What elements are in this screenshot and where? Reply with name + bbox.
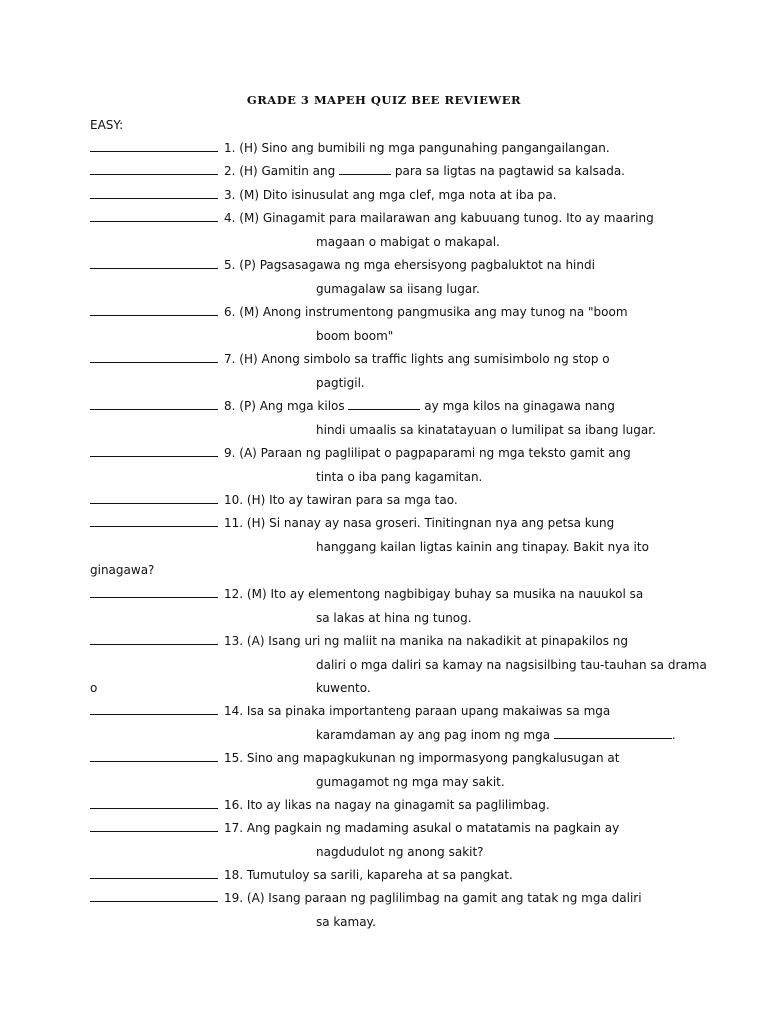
question-1 (90, 136, 690, 161)
question-continuation: karamdaman ay ang pag inom ng mga . (316, 727, 676, 742)
question-continuation: hanggang kailan ligtas kainin ang tinapay. Bakit nya ito (316, 539, 649, 554)
answer-blank[interactable] (90, 582, 218, 598)
answer-blank[interactable] (90, 746, 218, 762)
question-text: (M) Dito isinusulat ang mga clef, mga nota at iba pa. (239, 188, 557, 202)
question-text: (H) Si nanay ay nasa groseri. Tinitingnan nya ang petsa kung (246, 516, 615, 530)
question-overflow: ginagawa? (90, 563, 155, 577)
answer-blank[interactable] (90, 793, 218, 809)
inline-blank[interactable] (339, 162, 391, 175)
question-text: (A) Isang paraan ng paglilimbag na gamit ang tatak ng mga daliri (246, 891, 642, 905)
answer-blank[interactable] (90, 511, 218, 527)
question-text: (M) Ginagamit para mailarawan ang kabuuang tunog. Ito ay maaring (239, 211, 654, 225)
question-7 (90, 347, 690, 395)
question-17 (90, 816, 690, 864)
answer-blank[interactable] (90, 183, 218, 199)
question-number: 6. (224, 305, 236, 319)
question-continuation: daliri o mga daliri sa kamay na nagsisilbing tau-tauhan sa drama (316, 657, 707, 672)
question-6 (90, 300, 690, 348)
question-number: 9. (224, 446, 236, 460)
question-13 (90, 629, 707, 701)
answer-blank[interactable] (90, 394, 218, 410)
inline-blank[interactable] (348, 397, 420, 410)
question-19 (90, 886, 690, 934)
answer-blank[interactable] (90, 136, 218, 152)
question-number: 14. (224, 704, 244, 718)
question-number: 19. (224, 891, 244, 905)
question-text: (P) Ang mga kilos (239, 399, 345, 413)
question-continuation: hindi umaalis sa kinatatayuan o lumilipat sa ibang lugar. (316, 422, 656, 437)
question-text: (H) Anong simbolo sa traffic lights ang sumisimbolo ng stop o (239, 352, 610, 366)
question-text: ay mga kilos na ginagawa nang (424, 399, 615, 413)
question-text: Isa sa pinaka importanteng paraan upang makaiwas sa mga (246, 704, 611, 718)
question-text: (A) Paraan ng paglilipat o pagpaparami ng mga teksto gamit ang (239, 446, 631, 460)
question-16 (90, 793, 690, 818)
question-text: Ang pagkain ng madaming asukal o matatamis na pagkain ay (246, 821, 620, 835)
question-text: (H) Sino ang bumibili ng mga pangunahing pangangailangan. (239, 141, 610, 155)
question-continuation: magaan o mabigat o makapal. (316, 234, 500, 249)
question-continuation: nagdudulot ng anong sakit? (316, 844, 484, 859)
answer-blank[interactable] (90, 347, 218, 363)
question-text: (A) Isang uri ng maliit na manika na nakadikit at pinapakilos ng (246, 634, 629, 648)
question-text: (H) Gamitin ang (239, 164, 336, 178)
question-number: 2. (224, 164, 236, 178)
page-title: GRADE 3 MAPEH QUIZ BEE REVIEWER (246, 93, 522, 107)
question-4 (90, 206, 690, 254)
question-8 (90, 394, 690, 442)
question-15 (90, 746, 690, 794)
question-text: (H) Ito ay tawiran para sa mga tao. (246, 493, 458, 507)
answer-blank[interactable] (90, 863, 218, 879)
answer-blank[interactable] (90, 886, 218, 902)
question-continuation: gumagalaw sa iisang lugar. (316, 281, 480, 296)
question-continuation: pagtigil. (316, 375, 365, 390)
question-continuation: boom boom" (316, 328, 394, 343)
question-number: 5. (224, 258, 236, 272)
answer-blank[interactable] (90, 629, 218, 645)
question-continuation: tinta o iba pang kagamitan. (316, 469, 483, 484)
question-continuation: sa kamay. (316, 914, 376, 929)
question-number: 13. (224, 634, 244, 648)
answer-blank[interactable] (90, 253, 218, 269)
question-11 (90, 511, 690, 583)
question-text: (M) Anong instrumentong pangmusika ang may tunog na "boom (239, 305, 628, 319)
answer-blank[interactable] (90, 159, 218, 175)
question-number: 4. (224, 211, 236, 225)
question-14 (90, 699, 690, 747)
question-3 (90, 183, 690, 208)
question-10 (90, 488, 690, 513)
answer-blank[interactable] (90, 300, 218, 316)
question-number: 3. (224, 188, 236, 202)
question-text: para sa ligtas na pagtawid sa kalsada. (394, 164, 625, 178)
question-number: 15. (224, 751, 244, 765)
stray-word: o (90, 681, 98, 695)
question-text: Ito ay likas na nagay na ginagamit sa paglilimbag. (246, 798, 550, 812)
question-continuation: sa lakas at hina ng tunog. (316, 610, 472, 625)
question-text: (P) Pagsasagawa ng mga ehersisyong pagbaluktot na hindi (239, 258, 595, 272)
question-5 (90, 253, 690, 301)
question-12 (90, 582, 690, 630)
question-number: 8. (224, 399, 236, 413)
question-number: 7. (224, 352, 236, 366)
question-number: 10. (224, 493, 244, 507)
answer-blank[interactable] (90, 699, 218, 715)
question-2 (90, 159, 690, 184)
question-text: (M) Ito ay elementong nagbibigay buhay sa musika na nauukol sa (246, 587, 644, 601)
question-18 (90, 863, 690, 888)
question-number: 17. (224, 821, 244, 835)
section-heading: EASY: (90, 118, 124, 132)
answer-blank[interactable] (90, 816, 218, 832)
inline-blank[interactable] (554, 726, 672, 739)
question-number: 1. (224, 141, 236, 155)
answer-blank[interactable] (90, 441, 218, 457)
question-number: 11. (224, 516, 244, 530)
question-number: 18. (224, 868, 244, 882)
answer-blank[interactable] (90, 488, 218, 504)
question-number: 12. (224, 587, 244, 601)
answer-blank[interactable] (90, 206, 218, 222)
question-9 (90, 441, 690, 489)
question-text: Tumutuloy sa sarili, kapareha at sa pangkat. (246, 868, 513, 882)
question-text: Sino ang mapagkukunan ng impormasyong pangkalusugan at (246, 751, 620, 765)
question-continuation: o kuwento. (90, 677, 690, 701)
question-continuation: gumagamot ng mga may sakit. (316, 774, 505, 789)
question-number: 16. (224, 798, 244, 812)
